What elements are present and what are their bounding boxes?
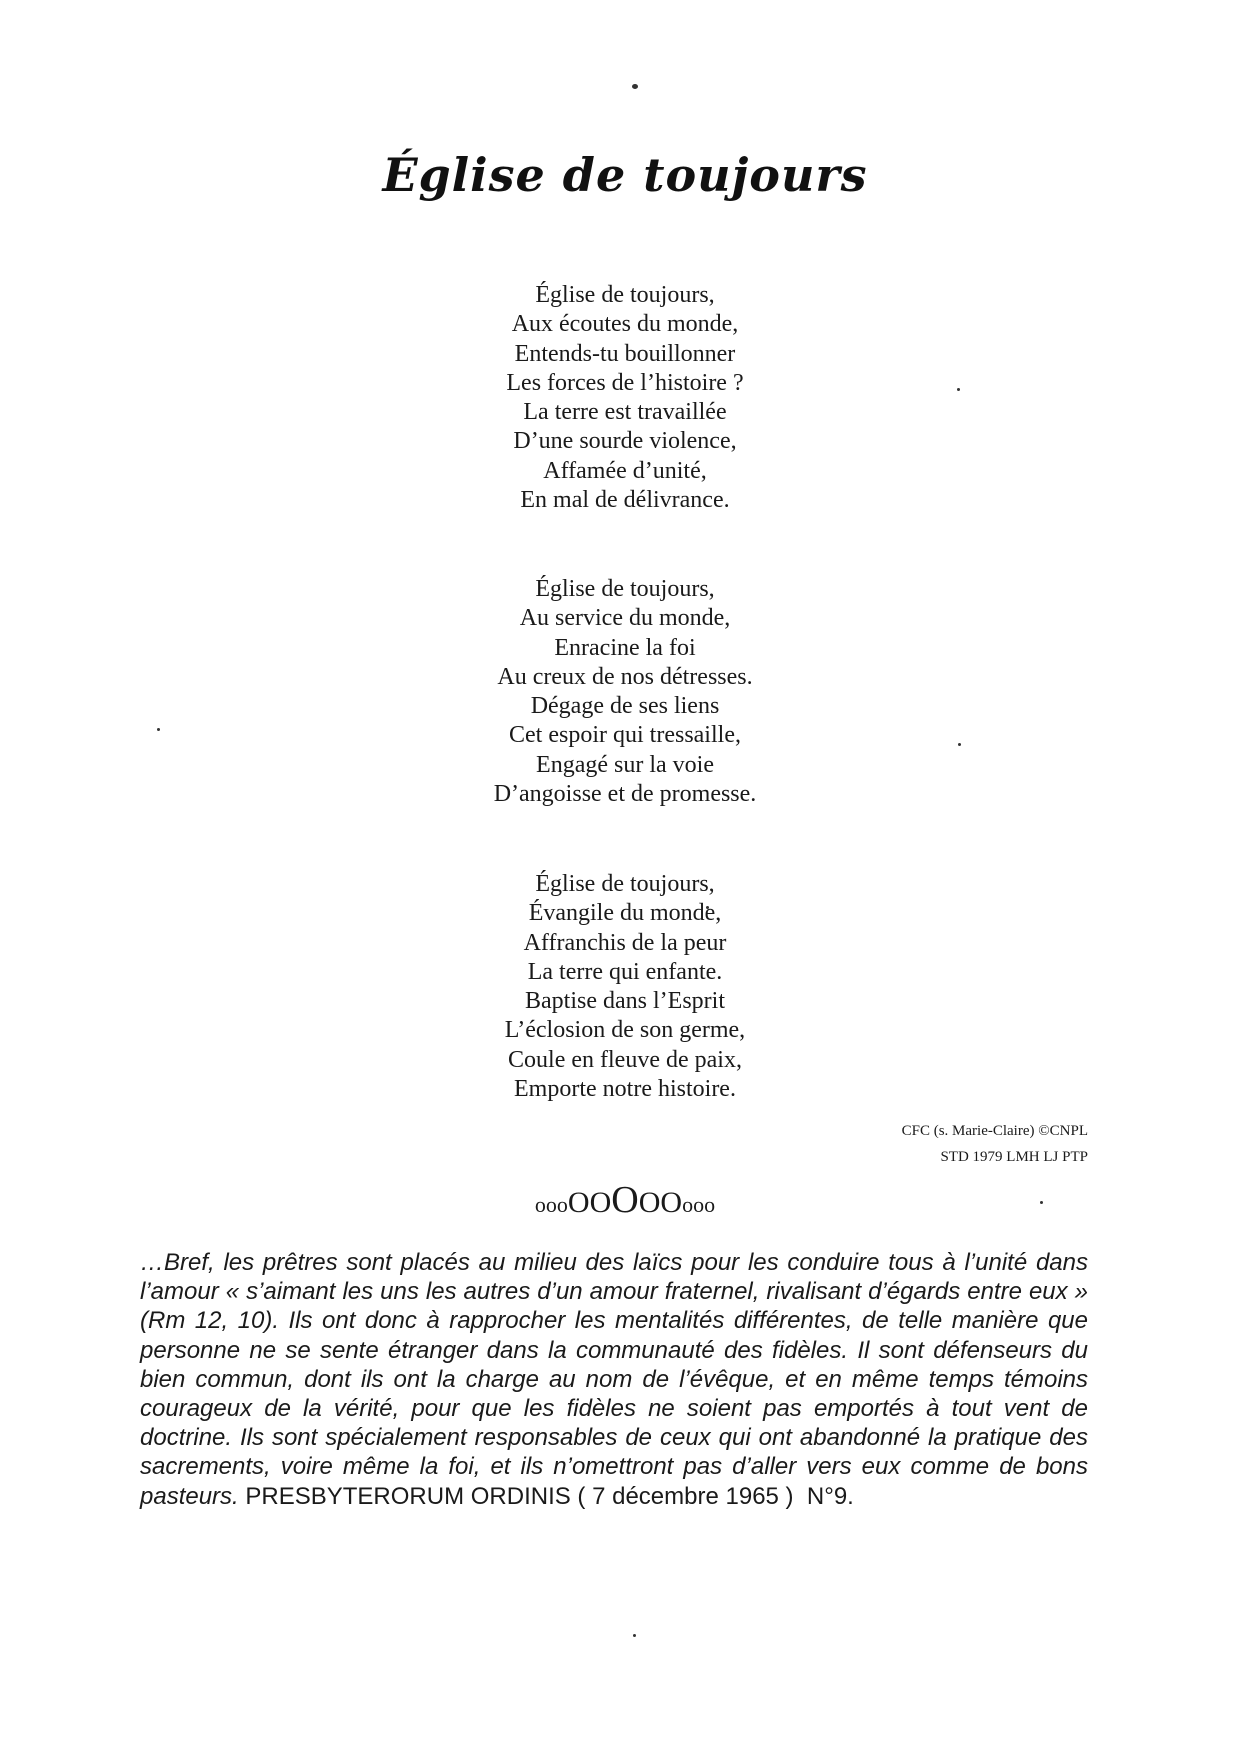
verse-line: Église de toujours, — [535, 576, 715, 602]
quotation-text: …Bref, les prêtres sont placés au milieu des laïcs pour les conduire tous à l’unité dans l’amour « s’aimant les uns les autres d’un amour fraternel, rivalisant d’égards entre eux » (Rm 12, 10). Ils ont donc à rapprocher les mentalités différentes, de telle manière que personne ne se sente étranger dans la communauté des fidèles. Il sont défenseurs du bien commun, dont ils ont la charge au nom de l’évêque, et en même temps témoins courageux de la vérité, pour que les fidèles ne soient pas emportés à tout vent de doctrine. Ils sont spécialement responsables de ceux qui ont abandonné la pratique des sacrements, voire même la foi, et ils n’omettront pas d’aller vers eux comme de bons pasteurs. — [140, 1249, 1088, 1510]
separator-small: ooo — [534, 1192, 568, 1217]
verse-line: Affamée d’unité, — [543, 457, 707, 484]
stanza-2 — [0, 575, 1250, 809]
stanza-1 — [0, 281, 1250, 515]
verse-line: Les forces de l’histoire ? — [506, 369, 744, 396]
verse-line: Cet espoir qui tressaille, — [509, 722, 741, 749]
verse-line: D’une sourde violence, — [513, 428, 737, 455]
page-title: Église de toujours — [382, 148, 868, 202]
verse-line: Église de toujours, — [535, 871, 715, 897]
verse-line: Au creux de nos détresses. — [497, 663, 753, 690]
verse-line: Aux écoutes du monde, — [511, 311, 739, 338]
verse-line: La terre est travaillée — [523, 399, 727, 426]
verse-line: Affranchis de la peur — [523, 929, 727, 956]
separator-big: O — [611, 1179, 639, 1221]
verse-line: Coule en fleuve de paix, — [508, 1046, 742, 1073]
verse-line: D’angoisse et de promesse. — [493, 781, 757, 808]
verse-line: Engagé sur la voie — [536, 751, 714, 778]
credits-line: CFC (s. Marie-Claire) ©CNPL — [901, 1123, 1088, 1139]
verse-line: Entends-tu bouillonner — [514, 340, 736, 367]
verse-line: Évangile du monde, — [528, 900, 722, 927]
quotation-source: PRESBYTERORUM ORDINIS ( 7 décembre 1965 ) N°9. — [245, 1482, 854, 1510]
verse-line: Église de toujours, — [535, 282, 715, 308]
scan-speck — [632, 84, 638, 89]
verse-line: L’éclosion de son germe, — [504, 1017, 746, 1044]
stanza-3 — [0, 870, 1250, 1104]
verse-line: Baptise dans l’Esprit — [525, 988, 725, 1015]
verse-line: Enracine la foi — [554, 634, 696, 661]
verse-line: La terre qui enfante. — [527, 958, 723, 985]
verse-line: Dégage de ses liens — [530, 693, 720, 720]
scan-speck — [633, 1634, 636, 1637]
copyright-credits — [902, 1118, 1088, 1170]
verse-line: Au service du monde, — [519, 605, 731, 632]
verse-line: Emporte notre histoire. — [514, 1076, 736, 1103]
separator-small: ooo — [682, 1192, 716, 1217]
section-separator — [0, 1178, 1250, 1222]
verse-line: En mal de délivrance. — [520, 487, 730, 514]
separator-mid: OO — [638, 1186, 683, 1219]
quotation-paragraph — [140, 1248, 1088, 1511]
separator-mid: OO — [567, 1186, 612, 1219]
credits-line: STD 1979 LMH LJ PTP — [940, 1149, 1088, 1165]
